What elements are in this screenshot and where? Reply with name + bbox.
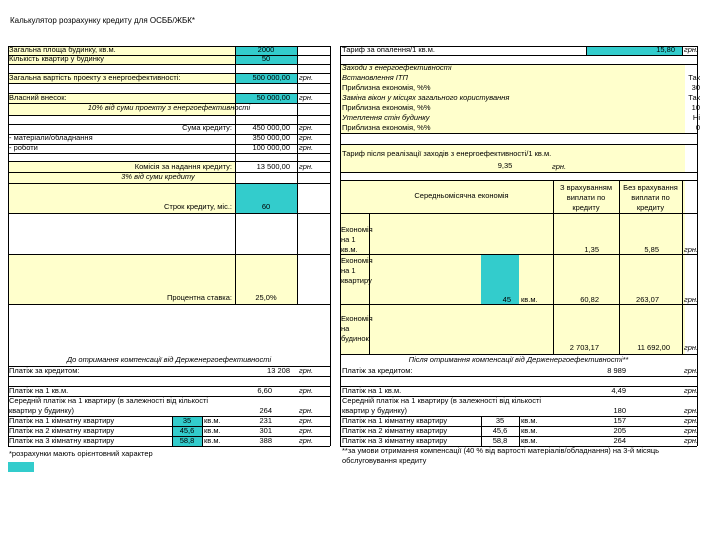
col-without-header: Без врахування виплати по кредиту <box>623 183 678 212</box>
after-row-label: Платіж на 2 кімнатну квартиру <box>342 426 448 435</box>
fee-note: 3% від суми кредиту <box>121 172 195 181</box>
tariff-after-unit: грн. <box>552 162 567 171</box>
col-with-header: З врахуванням виплати по кредиту <box>559 183 612 212</box>
works-value: 100 000,00 <box>252 143 290 152</box>
savings-without-value: 5,85 <box>644 245 659 254</box>
materials-unit: грн. <box>299 133 314 142</box>
footnote-left: *розрахунки мають орієнтовний характер <box>9 449 153 458</box>
page-title: Калькулятор розрахунку кредиту для ОСББ/ЖБК* <box>10 16 196 25</box>
after-apt-area: 58,8 <box>492 436 508 445</box>
loan-unit: грн. <box>299 123 314 132</box>
after-apt-area: 45,6 <box>492 426 508 435</box>
savings-unit: грн. <box>684 295 699 304</box>
after-payment-value: 8 989 <box>607 366 626 375</box>
measure-select[interactable]: Так <box>688 93 700 102</box>
before-row-label: Середній платіж на 1 квартиру (в залежності від кількості квартир у будинку) <box>9 396 209 415</box>
apt-area-savings-input[interactable]: 45 <box>502 295 511 304</box>
apartments-label: Кількість квартир у будинку <box>9 54 104 63</box>
savings-without-value: 11 692,00 <box>637 343 670 352</box>
before-row-value: 264 <box>259 406 272 415</box>
before-payment-label: Платіж за кредитом: <box>9 366 80 375</box>
before-row-unit: грн. <box>299 426 314 435</box>
tariff-label: Тариф за опалення/1 кв.м. <box>342 45 435 54</box>
works-unit: грн. <box>299 143 314 152</box>
after-row-unit: грн. <box>684 386 699 395</box>
savings-row-label: Економія на будинок <box>341 314 373 343</box>
works-label: - роботи <box>9 143 38 152</box>
apartments-input[interactable]: 50 <box>261 54 271 63</box>
before-row-label: Платіж на 1 кімнатну квартиру <box>9 416 115 425</box>
measure-select[interactable]: Так <box>688 73 700 82</box>
tariff-after-label: Тариф після реалізації заходів з енергоефективності/1 кв.м. <box>342 149 552 158</box>
after-row-value: 180 <box>613 406 626 415</box>
own-note: 10% від суми проекту з енергоефективності <box>87 103 251 112</box>
cost-input[interactable]: 500 000,00 <box>252 73 290 82</box>
after-row-value: 205 <box>613 426 626 435</box>
apt-area-unit: кв.м. <box>204 416 221 425</box>
savings-title: Середньомісячна економія <box>414 191 509 200</box>
after-payment-label: Платіж за кредитом: <box>342 366 413 375</box>
before-row-value: 301 <box>259 426 272 435</box>
after-apt-area: 35 <box>495 416 505 425</box>
measure-label: Утеплення стін будинку <box>342 113 430 122</box>
tariff-input[interactable]: 15,80 <box>656 45 675 54</box>
apt-area-input[interactable]: 45,6 <box>179 426 195 435</box>
after-apt-area-unit: кв.м. <box>521 426 538 435</box>
measure-value: 30 <box>691 83 700 92</box>
savings-with-value: 1,35 <box>584 245 599 254</box>
rate-input[interactable]: 25,0% <box>255 293 277 302</box>
own-input[interactable]: 50 000,00 <box>256 93 290 102</box>
after-row-value: 264 <box>613 436 626 445</box>
savings-with-value: 2 703,17 <box>569 343 599 352</box>
savings-without-value: 263,07 <box>636 295 659 304</box>
fee-value: 13 500,00 <box>256 162 290 171</box>
after-payment-unit: грн. <box>684 366 699 375</box>
before-row-unit: грн. <box>299 416 314 425</box>
materials-label: - матеріали/обладнання <box>9 133 93 142</box>
fee-unit: грн. <box>299 162 314 171</box>
tariff-after-value: 9,35 <box>497 161 513 170</box>
apt-area-input[interactable]: 35 <box>182 416 192 425</box>
rate-label: Процентна ставка: <box>166 293 232 302</box>
measure-label: Приблизна економія, %% <box>342 103 431 112</box>
before-row-label: Платіж на 3 кімнатну квартиру <box>9 436 115 445</box>
after-row-unit: грн. <box>684 416 699 425</box>
before-row-unit: грн. <box>299 406 314 415</box>
apt-area-savings-unit: кв.м. <box>521 295 538 304</box>
savings-row-label: Економія на 1 квартиру <box>341 256 373 285</box>
savings-row-label: Економія на 1 кв.м. <box>341 225 373 254</box>
before-row-label: Платіж на 2 кімнатну квартиру <box>9 426 115 435</box>
after-row-label: Платіж на 3 кімнатну квартиру <box>342 436 448 445</box>
before-row-label: Платіж на 1 кв.м. <box>9 386 69 395</box>
measures-title: Заходи з енергоефективності <box>342 63 452 72</box>
after-apt-area-unit: кв.м. <box>521 436 538 445</box>
own-unit: грн. <box>299 93 314 102</box>
after-row-value: 4,49 <box>611 386 626 395</box>
after-apt-area-unit: кв.м. <box>521 416 538 425</box>
area-input[interactable]: 2000 <box>257 45 275 54</box>
apt-area-unit: кв.м. <box>204 436 221 445</box>
measure-label: Встановлення ІТП <box>342 73 408 82</box>
savings-with-value: 60,82 <box>580 295 599 304</box>
after-row-label: Середній платіж на 1 квартиру (в залежності від кількості квартир у будинку) <box>342 396 542 415</box>
measure-value: 10 <box>691 103 700 112</box>
measure-select[interactable]: Ні <box>692 113 700 122</box>
tariff-unit: грн. <box>684 45 699 54</box>
measure-label: Приблизна економія, %% <box>342 83 431 92</box>
before-payment-unit: грн. <box>299 366 314 375</box>
loan-label: Сума кредиту: <box>182 123 232 132</box>
before-row-unit: грн. <box>299 386 314 395</box>
term-input[interactable]: 60 <box>261 202 271 211</box>
fee-label: Комісія за надання кредиту: <box>134 162 232 171</box>
after-row-unit: грн. <box>684 426 699 435</box>
apt-area-unit: кв.м. <box>204 426 221 435</box>
footnote-right: **за умови отримання компенсації (40 % від вартості матеріалів/обладнання) на 3-й місяць обслуговування кредиту <box>342 446 660 465</box>
cost-unit: грн. <box>299 73 314 82</box>
after-row-unit: грн. <box>684 436 699 445</box>
apt-area-input[interactable]: 58,8 <box>179 436 195 445</box>
savings-unit: грн. <box>684 343 699 352</box>
measure-label: Приблизна економія, %% <box>342 123 431 132</box>
savings-unit: грн. <box>684 245 699 254</box>
measure-value: 0 <box>695 123 700 132</box>
after-row-label: Платіж на 1 кімнатну квартиру <box>342 416 448 425</box>
materials-value: 350 000,00 <box>252 133 290 142</box>
loan-value: 450 000,00 <box>252 123 290 132</box>
before-row-value: 6,60 <box>257 386 272 395</box>
before-payment-value: 13 208 <box>267 366 290 375</box>
after-row-unit: грн. <box>684 406 699 415</box>
legend-swatch <box>8 462 34 472</box>
before-row-value: 388 <box>259 436 272 445</box>
after-row-value: 157 <box>613 416 626 425</box>
own-label: Власний внесок: <box>9 93 67 102</box>
after-row-label: Платіж на 1 кв.м. <box>342 386 402 395</box>
before-row-unit: грн. <box>299 436 314 445</box>
after-title: Після отримання компенсації від Держенергоефективності** <box>408 355 629 364</box>
before-title: До отримання компенсації від Держенергоефективності <box>66 355 272 364</box>
before-row-value: 231 <box>259 416 272 425</box>
measure-label: Заміна вікон у місцях загального користування <box>342 93 510 102</box>
term-label: Строк кредиту, міс.: <box>163 202 232 211</box>
cost-label: Загальна вартість проекту з енергоефективності: <box>9 73 181 82</box>
area-label: Загальна площа будинку, кв.м. <box>9 45 116 54</box>
